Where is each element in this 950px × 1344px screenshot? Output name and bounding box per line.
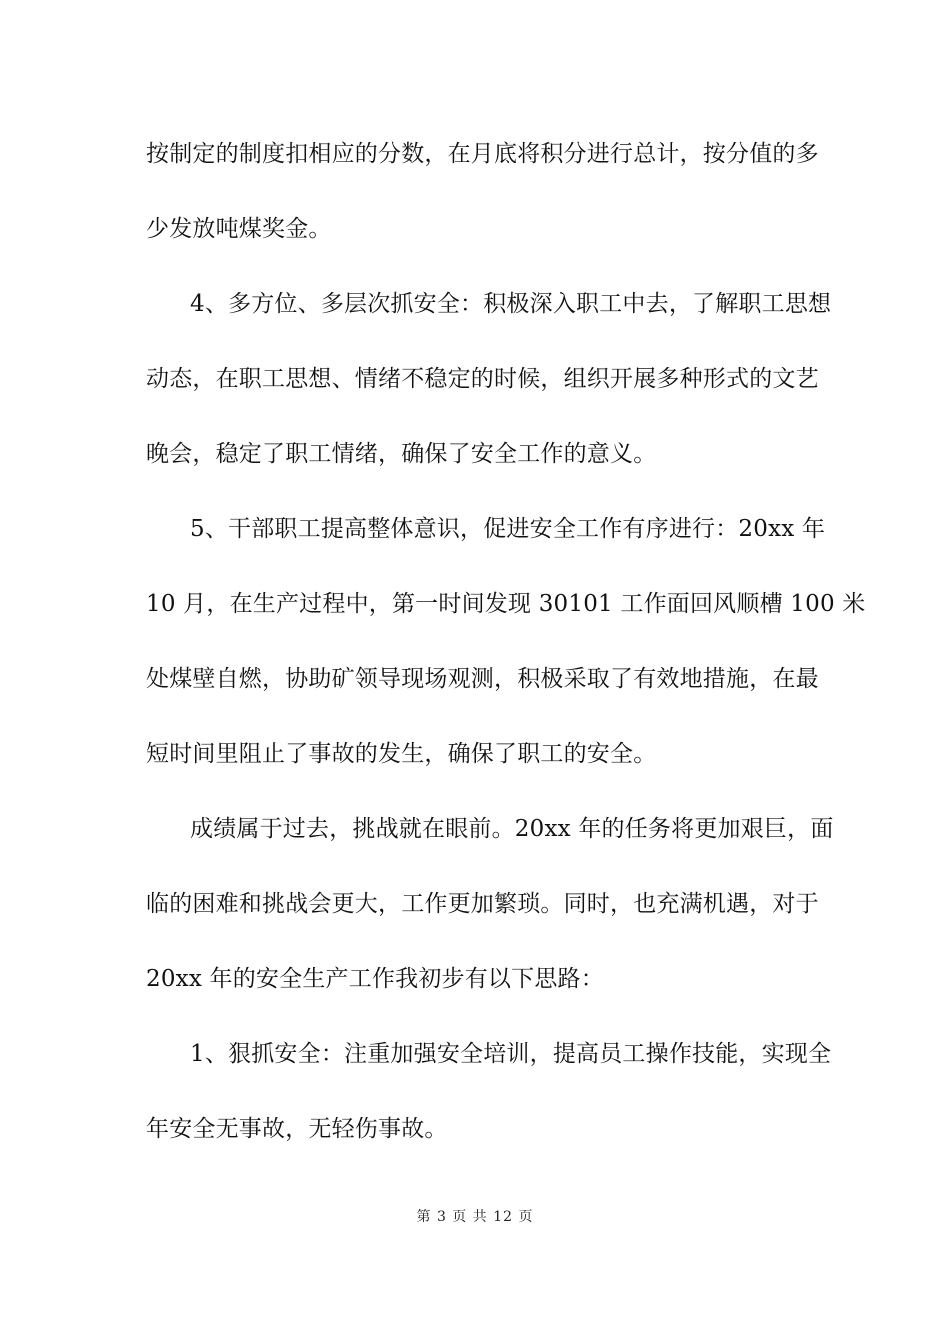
text-line: 1、狠抓安全：注重加强安全培训，提高员工操作技能，实现全 [190, 1041, 832, 1067]
text-line: 处煤壁自燃，协助矿领导现场观测，积极采取了有效地措施，在最 [146, 666, 819, 692]
text-line: 少发放吨煤奖金。 [146, 216, 332, 242]
text-line: 按制定的制度扣相应的分数，在月底将积分进行总计，按分值的多 [146, 141, 819, 167]
text-line: 年安全无事故，无轻伤事故。 [146, 1116, 448, 1142]
text-line: 动态，在职工思想、情绪不稳定的时候，组织开展多种形式的文艺 [146, 366, 819, 392]
text-line: 临的困难和挑战会更大，工作更加繁琐。同时，也充满机遇，对于 [146, 891, 819, 917]
text-line: 20xx 年的安全生产工作我初步有以下思路： [146, 966, 604, 992]
text-line: 5、干部职工提高整体意识，促进安全工作有序进行：20xx 年 [190, 516, 826, 542]
page-number: 第 3 页 共 12 页 [416, 1209, 534, 1225]
text-line: 成绩属于过去，挑战就在眼前。20xx 年的任务将更加艰巨，面 [190, 816, 834, 842]
text-line: 晚会，稳定了职工情绪，确保了安全工作的意义。 [146, 441, 657, 467]
text-line: 4、多方位、多层次抓安全：积极深入职工中去，了解职工思想 [190, 291, 832, 317]
text-line: 10 月，在生产过程中，第一时间发现 30101 工作面回风顺槽 100 米 [146, 591, 866, 617]
text-line: 短时间里阻止了事故的发生，确保了职工的安全。 [146, 741, 657, 767]
